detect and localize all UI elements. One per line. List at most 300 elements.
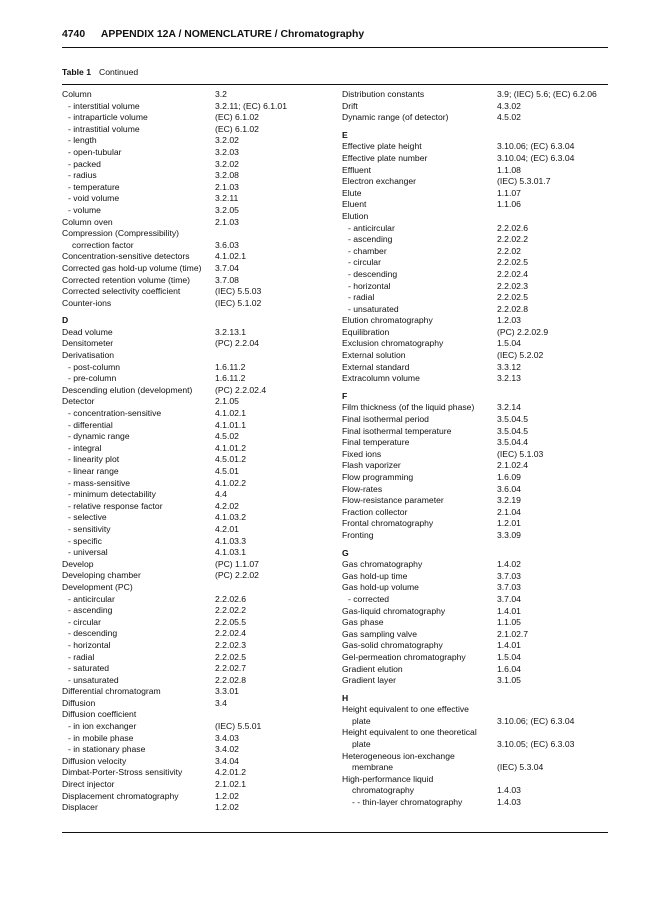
index-entry	[342, 211, 608, 223]
entry-reference: 3.7.04	[215, 262, 239, 273]
entry-reference: 1.2.02	[215, 802, 239, 813]
entry-reference: 3.7.04	[497, 593, 521, 604]
entry-term: Dynamic range (of detector)	[342, 112, 449, 123]
index-entry	[342, 315, 608, 327]
entry-term: - anticircular	[348, 222, 395, 233]
entry-term: - minimum detectability	[68, 489, 156, 500]
entry-term: External solution	[342, 350, 406, 361]
entry-reference: 3.6.03	[215, 239, 239, 250]
entry-term: Drift	[342, 100, 358, 111]
index-entry	[62, 512, 332, 524]
caption-rule	[62, 84, 608, 85]
entry-term: Equilibration	[342, 326, 390, 337]
index-entry	[62, 263, 332, 275]
index-entry	[62, 628, 332, 640]
index-entry	[62, 709, 332, 721]
entry-reference: 2.1.02.4	[497, 460, 529, 471]
entry-reference: (PC) 2.2.02.9	[497, 326, 549, 337]
entry-term: - circular	[68, 616, 101, 627]
index-entry	[62, 501, 332, 513]
section-letter-label: G	[342, 547, 349, 558]
entry-reference: 4.5.01	[215, 466, 239, 476]
index-entry	[62, 605, 332, 617]
entry-reference: 2.2.02.5	[497, 292, 529, 303]
entry-reference: 4.2.02	[215, 500, 239, 511]
index-entry	[62, 373, 332, 385]
entry-term: Elute	[342, 187, 362, 198]
entry-term: - packed	[68, 158, 101, 169]
entry-reference: (PC) 2.2.02	[215, 570, 259, 581]
entry-term: Exclusion chromatography	[342, 338, 444, 349]
entry-reference: 3.2	[215, 89, 227, 99]
index-entry	[342, 716, 608, 728]
entry-term: Heterogeneous ion-exchange	[342, 750, 455, 761]
index-entry	[62, 420, 332, 432]
index-entry	[342, 606, 608, 618]
index-entry	[342, 785, 608, 797]
entry-reference: 4.1.02.1	[215, 408, 247, 419]
table-caption	[62, 67, 138, 77]
entry-reference: 1.6.11.2	[215, 373, 246, 384]
entry-term: plate	[352, 715, 371, 726]
index-entry	[342, 582, 608, 594]
entry-reference: 2.1.04	[497, 506, 521, 517]
entry-term: Corrected retention volume (time)	[62, 274, 190, 285]
entry-term: Displacement chromatography	[62, 790, 179, 801]
index-entry	[62, 779, 332, 791]
entry-reference: (PC) 2.2.02.4	[215, 384, 267, 395]
entry-reference: 2.2.02.5	[215, 651, 247, 662]
entry-reference: 2.2.02.2	[497, 234, 529, 245]
index-entry	[62, 350, 332, 362]
index-entry	[62, 298, 332, 310]
section-letter	[342, 693, 608, 705]
index-entry	[342, 449, 608, 461]
entry-reference: 1.6.11.2	[215, 361, 246, 372]
entry-term: - unsaturated	[348, 303, 399, 314]
index-entry	[62, 170, 332, 182]
entry-reference: 4.1.02.2	[215, 477, 247, 488]
entry-reference: (IEC) 5.5.01	[215, 721, 262, 732]
entry-reference: 3.2.19	[497, 495, 521, 506]
page-header	[62, 29, 607, 45]
entry-term: Derivatisation	[62, 350, 115, 361]
entry-term: - mass-sensitive	[68, 477, 131, 488]
index-entry	[62, 594, 332, 606]
index-entry	[342, 751, 608, 763]
index-entry	[342, 594, 608, 606]
entry-term: Gas-liquid chromatography	[342, 605, 446, 616]
entry-reference: 3.7.08	[215, 274, 239, 285]
index-entry	[342, 402, 608, 414]
entry-term: Gas sampling valve	[342, 628, 417, 639]
entry-reference: 3.2.11; (EC) 6.1.01	[215, 100, 287, 111]
index-entry	[342, 304, 608, 316]
index-entry	[62, 640, 332, 652]
entry-term: - universal	[68, 547, 108, 558]
entry-term: - descending	[348, 268, 398, 279]
index-entry	[62, 124, 332, 136]
entry-term: Counter-ions	[62, 297, 112, 308]
entry-reference: 3.2.02	[215, 135, 239, 146]
entry-term: Densitometer	[62, 338, 114, 349]
entry-term: - radial	[348, 292, 375, 303]
entry-reference: 1.4.03	[497, 797, 521, 808]
running-title: APPENDIX 12A / NOMENCLATURE / Chromatography	[100, 29, 365, 40]
entry-term: - linear range	[68, 466, 119, 476]
entry-reference: 2.2.02.7	[215, 663, 247, 674]
section-letter	[342, 130, 608, 142]
entry-term: Eluent	[342, 199, 367, 210]
index-entry	[62, 652, 332, 664]
left-column	[62, 89, 332, 814]
entry-reference: (PC) 2.2.04	[215, 338, 259, 349]
index-entry	[342, 199, 608, 211]
index-entry	[342, 727, 608, 739]
entry-reference: 1.5.04	[497, 338, 521, 349]
entry-reference: 3.9; (IEC) 5.6; (EC) 6.2.06	[497, 89, 597, 99]
entry-term: - linearity plot	[68, 454, 120, 465]
index-entry	[62, 240, 332, 252]
index-entry	[62, 536, 332, 548]
entry-term: - interstitial volume	[68, 100, 140, 111]
entry-reference: 1.1.05	[497, 617, 521, 628]
index-entry	[62, 89, 332, 101]
index-entry	[342, 675, 608, 687]
entry-reference: 2.2.02	[497, 245, 521, 256]
entry-term: - descending	[68, 628, 118, 639]
index-entry	[342, 629, 608, 641]
entry-reference: 3.3.09	[497, 529, 521, 540]
entry-reference: 4.3.02	[497, 100, 521, 111]
entry-reference: 2.2.05.5	[215, 616, 247, 627]
index-entry	[342, 281, 608, 293]
entry-reference: 3.2.14	[497, 402, 521, 413]
entry-reference: 2.2.02.6	[497, 222, 529, 233]
index-entry	[62, 478, 332, 490]
index-entry	[342, 112, 608, 124]
entry-term: - volume	[68, 204, 101, 215]
header-rule	[62, 47, 608, 48]
index-entry	[342, 774, 608, 786]
index-entry	[342, 414, 608, 426]
index-entry	[342, 530, 608, 542]
index-entry	[62, 791, 332, 803]
entry-reference: (EC) 6.1.02	[215, 123, 259, 134]
entry-term: - anticircular	[68, 593, 115, 604]
index-entry	[62, 338, 332, 350]
entry-reference: 2.2.02.4	[497, 268, 529, 279]
entry-reference: 3.10.06; (EC) 6.3.04	[497, 715, 575, 726]
index-entry	[62, 101, 332, 113]
entry-term: Electron exchanger	[342, 176, 417, 187]
entry-term: Fronting	[342, 529, 374, 540]
index-entry	[62, 617, 332, 629]
entry-reference: 3.4.04	[215, 755, 239, 766]
index-entry	[342, 571, 608, 583]
entry-term: - radial	[68, 651, 95, 662]
entry-reference: (IEC) 5.2.02	[497, 350, 544, 361]
entry-term: Elution	[342, 210, 369, 221]
entry-term: Height equivalent to one theoretical	[342, 727, 477, 738]
entry-term: Fixed ions	[342, 448, 382, 459]
index-entry	[342, 350, 608, 362]
index-entry	[342, 617, 608, 629]
entry-term: Column oven	[62, 216, 113, 227]
entry-term: - unsaturated	[68, 674, 119, 685]
entry-reference: 2.1.02.1	[215, 779, 247, 790]
entry-reference: 3.2.02	[215, 158, 239, 169]
section-letter	[342, 548, 608, 560]
index-entry	[62, 570, 332, 582]
entry-reference: (PC) 1.1.07	[215, 558, 259, 569]
entry-reference: 3.10.06; (EC) 6.3.04	[497, 141, 575, 152]
index-entry	[62, 182, 332, 194]
entry-reference: 1.2.02	[215, 790, 239, 801]
entry-reference: 3.2.13	[497, 373, 521, 384]
entry-term: - concentration-sensitive	[68, 408, 162, 419]
entry-term: - radius	[68, 170, 97, 181]
entry-reference: 4.1.03.1	[215, 547, 247, 558]
entry-reference: 4.5.02	[497, 112, 521, 123]
entry-term: - horizontal	[68, 639, 111, 650]
entry-reference: 3.7.03	[497, 570, 521, 581]
entry-term: Develop	[62, 558, 94, 569]
entry-term: Corrected gas hold-up volume (time)	[62, 262, 202, 273]
entry-term: Effluent	[342, 164, 371, 175]
table-caption-text: Continued	[98, 67, 139, 77]
index-entry	[342, 426, 608, 438]
index-entry	[62, 431, 332, 443]
index-entry	[62, 767, 332, 779]
entry-reference: 1.4.01	[497, 605, 521, 616]
index-entry	[62, 193, 332, 205]
entry-reference: 2.2.02.6	[215, 593, 247, 604]
index-entry	[62, 251, 332, 263]
section-letter	[342, 391, 608, 403]
entry-term: Displacer	[62, 802, 98, 813]
entry-reference: 2.1.05	[215, 396, 239, 407]
entry-term: Direct injector	[62, 779, 115, 790]
entry-reference: (IEC) 5.3.01.7	[497, 176, 551, 187]
entry-term: - relative response factor	[68, 500, 163, 511]
entry-term: - in ion exchanger	[68, 721, 137, 732]
entry-term: - ascending	[348, 234, 393, 245]
entry-term: - post-column	[68, 361, 121, 372]
index-entry	[342, 223, 608, 235]
entry-term: Gradient elution	[342, 663, 403, 674]
section-letter-label: F	[342, 390, 348, 401]
entry-reference: 3.3.12	[497, 361, 521, 372]
entry-term: Gas hold-up volume	[342, 582, 419, 593]
entry-term: Distribution constants	[342, 89, 425, 99]
entry-reference: 1.6.04	[497, 663, 521, 674]
index-entry	[62, 362, 332, 374]
entry-term: plate	[352, 739, 371, 750]
entry-reference: (IEC) 5.1.03	[497, 448, 544, 459]
entry-reference: 3.4.02	[215, 744, 239, 755]
entry-reference: 3.2.08	[215, 170, 239, 181]
index-entry	[62, 686, 332, 698]
index-entry	[62, 547, 332, 559]
index-entry	[342, 762, 608, 774]
index-entry	[62, 744, 332, 756]
page-number: 4740	[62, 29, 86, 40]
entry-reference: 2.2.02.8	[215, 674, 247, 685]
section-letter-label: D	[62, 315, 69, 326]
index-entry	[342, 246, 608, 258]
entry-reference: 3.2.11	[215, 193, 239, 204]
index-entry	[342, 338, 608, 350]
index-entry	[342, 704, 608, 716]
entry-term: - temperature	[68, 181, 120, 192]
entry-term: Effective plate number	[342, 152, 428, 163]
entry-term: Development (PC)	[62, 581, 133, 592]
section-letter	[62, 315, 332, 327]
entry-term: correction factor	[72, 239, 134, 250]
entry-term: - circular	[348, 257, 381, 268]
entry-term: - pre-column	[68, 373, 117, 384]
entry-reference: 3.4	[215, 697, 227, 708]
index-entry	[62, 159, 332, 171]
index-entry	[62, 205, 332, 217]
entry-term: - intraparticle volume	[68, 112, 148, 123]
entry-term: - dynamic range	[68, 431, 130, 442]
entry-term: Dimbat-Porter-Stross sensitivity	[62, 767, 183, 778]
index-entry	[62, 286, 332, 298]
entry-reference: 2.1.02.7	[497, 628, 529, 639]
entry-term: Extracolumn volume	[342, 373, 420, 384]
index-entry	[62, 443, 332, 455]
entry-term: Gas phase	[342, 617, 384, 628]
index-entry	[62, 466, 332, 478]
entry-term: Height equivalent to one effective	[342, 704, 469, 715]
index-entry	[62, 802, 332, 814]
entry-term: Fraction collector	[342, 506, 408, 517]
entry-term: Column	[62, 89, 92, 99]
index-entry	[62, 489, 332, 501]
entry-reference: 4.5.01.2	[215, 454, 247, 465]
entry-term: Corrected selectivity coefficient	[62, 286, 181, 297]
index-entry	[62, 721, 332, 733]
entry-reference: 4.1.03.3	[215, 535, 247, 546]
entry-term: Diffusion	[62, 697, 96, 708]
entry-reference: 3.6.04	[497, 483, 521, 494]
entry-reference: 4.2.01.2	[215, 767, 247, 778]
index-entry	[62, 396, 332, 408]
entry-reference: 3.1.05	[497, 675, 521, 686]
entry-reference: 3.2.05	[215, 204, 239, 215]
entry-reference: 3.10.04; (EC) 6.3.04	[497, 152, 575, 163]
entry-term: Frontal chromatography	[342, 518, 434, 529]
entry-term: Flow programming	[342, 472, 414, 482]
entry-reference: (IEC) 5.1.02	[215, 297, 262, 308]
index-entry	[342, 257, 608, 269]
entry-term: membrane	[352, 762, 394, 773]
entry-reference: 1.4.01	[497, 640, 521, 651]
index-entry	[62, 135, 332, 147]
index-entry	[342, 176, 608, 188]
entry-reference: 1.6.09	[497, 472, 521, 482]
entry-reference: 2.2.02.3	[497, 280, 529, 291]
entry-term: - chamber	[348, 245, 387, 256]
entry-reference: 1.4.02	[497, 559, 521, 570]
entry-reference: 1.4.03	[497, 785, 521, 796]
entry-reference: 3.3.01	[215, 686, 239, 697]
entry-term: - horizontal	[348, 280, 391, 291]
index-entry	[342, 518, 608, 530]
entry-reference: 4.1.03.2	[215, 512, 247, 523]
entry-reference: 1.5.04	[497, 651, 521, 662]
entry-term: - open-tubular	[68, 146, 122, 157]
entry-reference: 3.5.04.4	[497, 437, 529, 448]
entry-reference: 2.2.02.2	[215, 605, 247, 616]
entry-reference: 1.2.03	[497, 315, 521, 326]
entry-reference: 4.5.02	[215, 431, 239, 442]
index-entry	[62, 733, 332, 745]
index-entry	[342, 460, 608, 472]
entry-term: Descending elution (development)	[62, 384, 193, 395]
index-entry	[342, 292, 608, 304]
table-bottom-rule	[62, 832, 608, 833]
index-entry	[342, 484, 608, 496]
index-entry	[342, 797, 608, 809]
entry-term: - sensitivity	[68, 523, 111, 534]
entry-reference: 4.1.01.1	[215, 419, 247, 430]
entry-reference: 2.1.03	[215, 216, 239, 227]
entry-reference: 2.1.03	[215, 181, 239, 192]
entry-reference: 2.2.02.8	[497, 303, 529, 314]
index-entry	[342, 437, 608, 449]
index-entry	[62, 698, 332, 710]
entry-term: Flash vaporizer	[342, 460, 401, 471]
entry-term: - selective	[68, 512, 107, 523]
entry-reference: 4.1.02.1	[215, 251, 247, 262]
index-entry	[62, 327, 332, 339]
table-label: Table 1	[62, 67, 91, 77]
index-entry	[342, 739, 608, 751]
index-entry	[342, 362, 608, 374]
index-entry	[342, 89, 608, 101]
index-entry	[342, 269, 608, 281]
entry-term: - length	[68, 135, 97, 146]
entry-reference: 3.10.05; (EC) 6.3.03	[497, 739, 575, 750]
index-entry	[62, 275, 332, 287]
index-entry	[342, 472, 608, 484]
entry-reference: 3.5.04.5	[497, 425, 529, 436]
entry-reference: (IEC) 5.3.04	[497, 762, 544, 773]
entry-reference: 1.1.06	[497, 199, 521, 210]
index-entry	[342, 373, 608, 385]
index-entry	[342, 327, 608, 339]
entry-reference: 1.1.07	[497, 187, 521, 198]
index-entry	[62, 524, 332, 536]
entry-term: Final temperature	[342, 437, 410, 448]
index-entry	[62, 217, 332, 229]
index-entry	[342, 664, 608, 676]
index-entry	[342, 495, 608, 507]
entry-term: - intrastitial volume	[68, 123, 140, 134]
index-entry	[62, 408, 332, 420]
entry-term: Diffusion velocity	[62, 755, 127, 766]
entry-reference: 3.2.13.1	[215, 326, 247, 337]
entry-reference: (EC) 6.1.02	[215, 112, 259, 123]
index-entry	[342, 188, 608, 200]
entry-term: - specific	[68, 535, 102, 546]
entry-term: Concentration-sensitive detectors	[62, 251, 190, 262]
entry-reference: 3.2.03	[215, 146, 239, 157]
entry-reference: 4.4	[215, 489, 227, 500]
